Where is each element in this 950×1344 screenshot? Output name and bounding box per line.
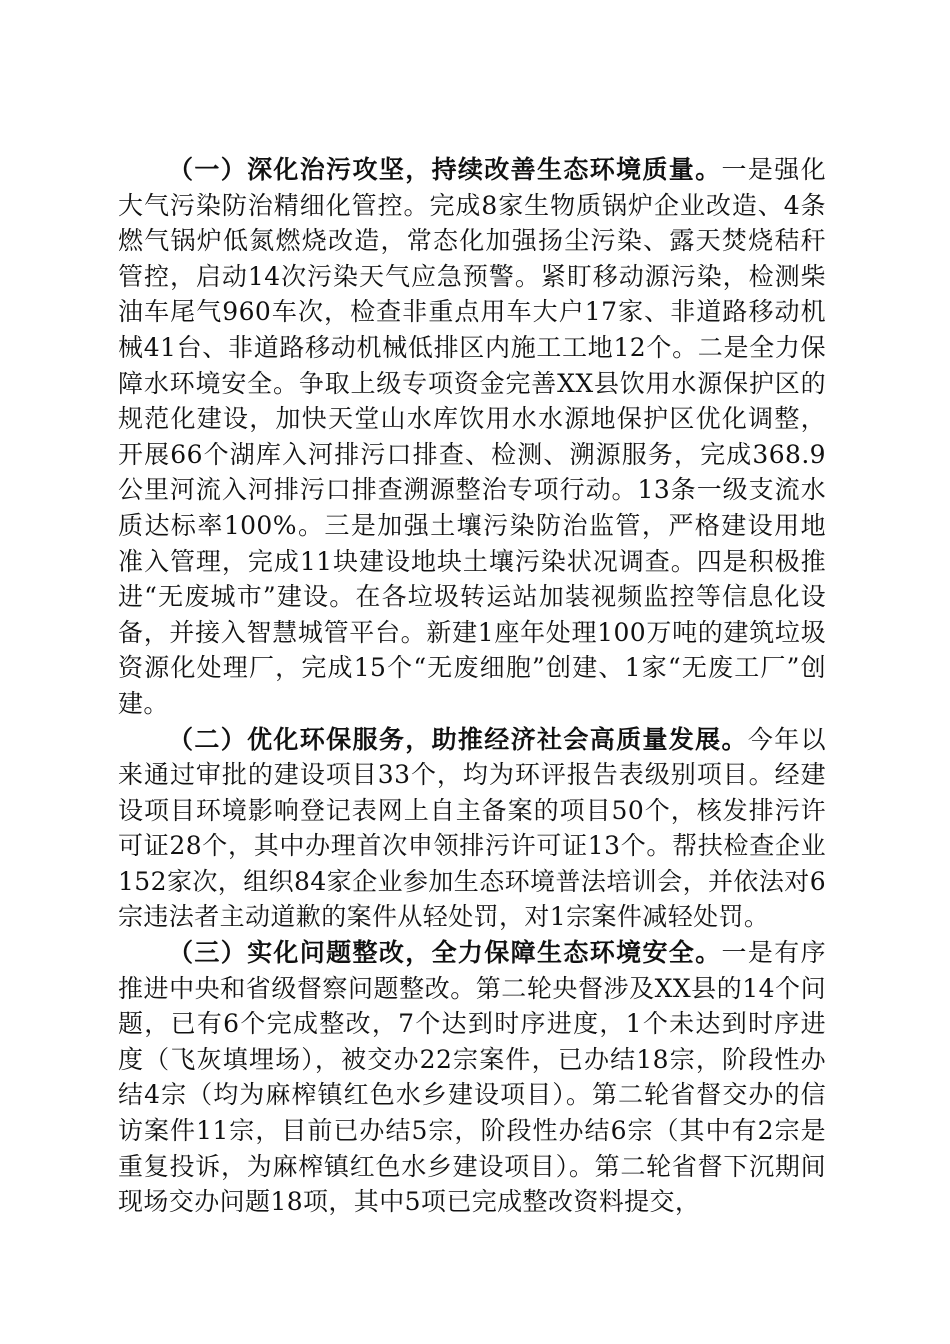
paragraph-3	[118, 935, 826, 1220]
paragraph-3-text: 一是有序推进中央和省级督察问题整改。第二轮央督涉及XX县的14个问题，已有6个完成整改，7个达到时序进度，1个未达到时序进度（飞灰填埋场），被交办22宗案件，已办结18宗，阶段性办结4宗（均为麻榨镇红色水乡建设项目）。第二轮省督交办的信访案件11宗，目前已办结5宗，阶段性办结6宗（其中有2宗是重复投诉，为麻榨镇红色水乡建设项目）。第二轮省督下沉期间现场交办问题18项，其中5项已完成整改资料提交，	[118, 938, 826, 1217]
paragraph-2-heading: （二）优化环保服务，助推经济社会高质量发展。	[168, 724, 748, 754]
paragraph-2-text: 今年以来通过审批的建设项目33个，均为环评报告表级别项目。经建设项目环境影响登记表网上自主备案的项目50个，核发排污许可证28个，其中办理首次申领排污许可证13个。帮扶检查企业152家次，组织84家企业参加生态环境普法培训会，并依法对6宗违法者主动道歉的案件从轻处罚，对1宗案件减轻处罚。	[118, 724, 826, 932]
paragraph-3-heading: （三）实化问题整改，全力保障生态环境安全。	[168, 938, 722, 968]
paragraph-1-text: 一是强化大气污染防治精细化管控。完成8家生物质锅炉企业改造、4条燃气锅炉低氮燃烧改造，常态化加强扬尘污染、露天焚烧秸秆管控，启动14次污染天气应急预警。紧盯移动源污染，检测柴油车尾气960车次，检查非重点用车大户17家、非道路移动机械41台、非道路移动机械低排区内施工工地12个。二是全力保障水环境安全。争取上级专项资金完善XX县饮用水源保护区的规范化建设，加快天堂山水库饮用水水源地保护区优化调整，开展66个湖库入河排污口排查、检测、溯源服务，完成368.9公里河流入河排污口排查溯源整治专项行动。13条一级支流水质达标率100%。三是加强土壤污染防治监管，严格建设用地准入管理，完成11块建设地块土壤污染状况调查。四是积极推进“无废城市”建设。在各垃圾转运站加装视频监控等信息化设备，并接入智慧城管平台。新建1座年处理100万吨的建筑垃圾资源化处理厂，完成15个“无废细胞”创建、1家“无废工厂”创建。	[118, 155, 826, 718]
paragraph-1-heading: （一）深化治污攻坚，持续改善生态环境质量。	[168, 155, 722, 184]
paragraph-2	[118, 722, 826, 936]
document-body	[118, 152, 826, 1220]
paragraph-1	[118, 152, 826, 722]
